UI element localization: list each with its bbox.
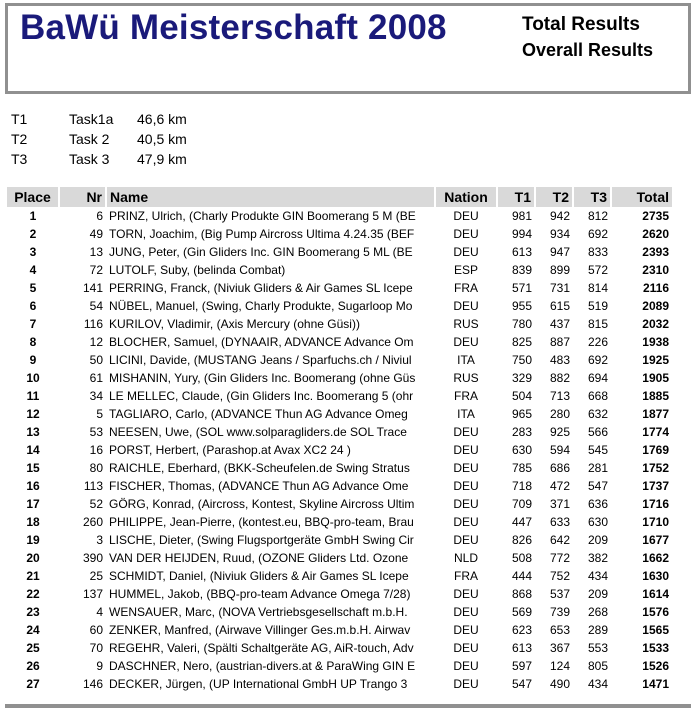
cell-nation: DEU <box>453 605 479 619</box>
cell-name: REGEHR, Valeri, (Spälti Schaltgeräte AG, AiR-touch, Adv <box>109 641 414 655</box>
cell-total: 1533 <box>642 641 669 655</box>
subtitle-total-results: Total Results <box>522 14 640 35</box>
cell-place: 8 <box>29 335 37 349</box>
cell-place: 25 <box>26 641 40 655</box>
cell-total: 1677 <box>642 533 669 547</box>
cell-nr: 141 <box>82 281 103 295</box>
cell-nation: DEU <box>453 677 479 691</box>
cell-place: 4 <box>29 263 37 277</box>
cell-total: 2116 <box>642 281 669 295</box>
cell-place: 11 <box>26 389 40 403</box>
cell-total: 2310 <box>642 263 669 277</box>
table-header-row <box>7 187 672 207</box>
cell-t1: 630 <box>511 443 532 457</box>
cell-t1: 955 <box>511 299 532 313</box>
task-row <box>11 129 187 149</box>
cell-name: PRINZ, Ulrich, (Charly Produkte GIN Boomerang 5 M (BE <box>109 209 416 223</box>
cell-t3: 434 <box>587 677 608 691</box>
task-row <box>11 149 187 169</box>
cell-t2: 642 <box>549 533 570 547</box>
table-row <box>7 639 672 657</box>
cell-total: 1471 <box>642 677 669 691</box>
cell-name: NÜBEL, Manuel, (Swing, Charly Produkte, Sugarloop Mo <box>109 299 413 313</box>
cell-total: 1526 <box>642 659 669 673</box>
task-name: Task1a <box>69 111 114 127</box>
cell-nation: DEU <box>453 587 479 601</box>
cell-name: NEESEN, Uwe, (SOL www.solparagliders.de SOL Trace <box>109 425 407 439</box>
cell-name: PORST, Herbert, (Parashop.at Avax XC2 24 ) <box>109 443 351 457</box>
table-row <box>7 207 672 225</box>
cell-t1: 965 <box>511 407 532 421</box>
cell-t1: 868 <box>511 587 532 601</box>
table-row <box>7 567 672 585</box>
cell-nation: ITA <box>457 407 475 421</box>
cell-nr: 49 <box>89 227 103 241</box>
cell-name: PHILIPPE, Jean-Pierre, (kontest.eu, BBQ-pro-team, Brau <box>109 515 414 529</box>
table-row <box>7 585 672 603</box>
cell-nr: 9 <box>96 659 103 673</box>
cell-nation: DEU <box>453 515 479 529</box>
cell-nr: 6 <box>96 209 103 223</box>
cell-t2: 537 <box>549 587 570 601</box>
cell-t3: 434 <box>587 569 608 583</box>
cell-total: 1662 <box>642 551 669 565</box>
col-header-total: Total <box>611 187 672 207</box>
cell-t2: 615 <box>549 299 570 313</box>
cell-t1: 981 <box>511 209 532 223</box>
cell-total: 2089 <box>642 299 669 313</box>
col-header-name: Name <box>106 187 435 207</box>
cell-t2: 686 <box>549 461 570 475</box>
cell-nation: DEU <box>453 461 479 475</box>
cell-t3: 833 <box>587 245 608 259</box>
task-distance: 47,9 km <box>137 151 187 167</box>
table-row <box>7 261 672 279</box>
results-body <box>7 207 672 693</box>
cell-nation: RUS <box>453 371 479 385</box>
cell-t1: 839 <box>511 263 532 277</box>
cell-t3: 632 <box>587 407 608 421</box>
cell-place: 26 <box>26 659 40 673</box>
cell-place: 2 <box>29 227 37 241</box>
cell-place: 13 <box>26 425 40 439</box>
col-header-t3: T3 <box>573 187 611 207</box>
table-row <box>7 441 672 459</box>
task-list <box>11 109 187 169</box>
task-id: T1 <box>11 111 28 127</box>
cell-total: 1710 <box>642 515 669 529</box>
cell-nation: ITA <box>457 353 475 367</box>
results-table <box>7 187 672 693</box>
cell-nr: 52 <box>89 497 103 511</box>
cell-t3: 815 <box>587 317 608 331</box>
cell-t1: 547 <box>511 677 532 691</box>
cell-t1: 826 <box>511 533 532 547</box>
table-row <box>7 513 672 531</box>
cell-nr: 70 <box>89 641 103 655</box>
task-id: T3 <box>11 151 28 167</box>
cell-nation: FRA <box>454 569 478 583</box>
table-row <box>7 369 672 387</box>
cell-nr: 50 <box>89 353 103 367</box>
cell-nr: 12 <box>89 335 103 349</box>
cell-name: DASCHNER, Nero, (austrian-divers.at & ParaWing GIN E <box>109 659 416 673</box>
col-header-place: Place <box>7 187 59 207</box>
cell-t3: 289 <box>587 623 608 637</box>
cell-nation: DEU <box>453 209 479 223</box>
cell-t2: 653 <box>549 623 570 637</box>
cell-total: 1565 <box>642 623 669 637</box>
cell-place: 6 <box>29 299 37 313</box>
task-id: T2 <box>11 131 28 147</box>
cell-nation: FRA <box>454 389 478 403</box>
cell-total: 1925 <box>642 353 669 367</box>
cell-name: WENSAUER, Marc, (NOVA Vertriebsgesellschaft m.b.H. <box>109 605 408 619</box>
cell-nation: DEU <box>453 245 479 259</box>
cell-nr: 146 <box>82 677 103 691</box>
cell-nation: DEU <box>453 227 479 241</box>
cell-place: 10 <box>26 371 40 385</box>
cell-total: 1737 <box>642 479 669 493</box>
cell-total: 1774 <box>642 425 669 439</box>
cell-total: 2735 <box>642 209 669 223</box>
cell-t3: 566 <box>587 425 608 439</box>
cell-t1: 504 <box>511 389 532 403</box>
cell-place: 3 <box>29 245 37 259</box>
table-row <box>7 279 672 297</box>
cell-t3: 519 <box>587 299 608 313</box>
cell-nation: DEU <box>453 299 479 313</box>
cell-t3: 636 <box>587 497 608 511</box>
cell-total: 2620 <box>642 227 669 241</box>
cell-nr: 16 <box>89 443 103 457</box>
cell-nation: ESP <box>453 263 478 277</box>
task-distance: 40,5 km <box>137 131 187 147</box>
cell-nr: 61 <box>89 371 103 385</box>
cell-nr: 25 <box>89 569 103 583</box>
cell-t2: 713 <box>549 389 570 403</box>
cell-total: 2032 <box>642 317 669 331</box>
table-row <box>7 423 672 441</box>
cell-name: LICINI, Davide, (MUSTANG Jeans / Sparfuchs.ch / Niviul <box>109 353 412 367</box>
cell-t2: 731 <box>549 281 570 295</box>
table-row <box>7 225 672 243</box>
cell-t1: 447 <box>511 515 532 529</box>
cell-place: 14 <box>26 443 40 457</box>
cell-place: 16 <box>26 479 40 493</box>
cell-name: RAICHLE, Eberhard, (BKK-Scheufelen.de Swing Stratus <box>109 461 410 475</box>
table-row <box>7 243 672 261</box>
cell-place: 12 <box>26 407 40 421</box>
cell-t1: 571 <box>511 281 532 295</box>
cell-nation: FRA <box>454 281 478 295</box>
cell-nr: 34 <box>89 389 103 403</box>
cell-name: DECKER, Jürgen, (UP International GmbH UP Trango 3 <box>109 677 408 691</box>
page-title: BaWü Meisterschaft 2008 <box>20 8 447 47</box>
cell-place: 5 <box>29 281 37 295</box>
cell-t2: 371 <box>549 497 570 511</box>
cell-nation: DEU <box>453 659 479 673</box>
cell-total: 1752 <box>642 461 669 475</box>
table-row <box>7 315 672 333</box>
cell-nation: DEU <box>453 443 479 457</box>
cell-total: 1885 <box>642 389 669 403</box>
table-row <box>7 333 672 351</box>
cell-t2: 925 <box>549 425 570 439</box>
cell-t3: 694 <box>587 371 608 385</box>
cell-t2: 594 <box>549 443 570 457</box>
table-row <box>7 675 672 693</box>
cell-total: 1576 <box>642 605 669 619</box>
cell-place: 24 <box>26 623 40 637</box>
cell-total: 1716 <box>642 497 669 511</box>
cell-nr: 137 <box>82 587 103 601</box>
cell-nr: 260 <box>82 515 103 529</box>
cell-nr: 80 <box>89 461 103 475</box>
cell-t2: 437 <box>549 317 570 331</box>
cell-t3: 382 <box>587 551 608 565</box>
cell-nation: DEU <box>453 479 479 493</box>
cell-t2: 739 <box>549 605 570 619</box>
table-row <box>7 297 672 315</box>
table-row <box>7 621 672 639</box>
cell-name: PERRING, Franck, (Niviuk Gliders & Air Games SL Icepe <box>109 281 413 295</box>
cell-t3: 630 <box>587 515 608 529</box>
cell-t1: 994 <box>511 227 532 241</box>
cell-place: 7 <box>29 317 37 331</box>
cell-t3: 545 <box>587 443 608 457</box>
cell-name: BLOCHER, Samuel, (DYNAAIR, ADVANCE Advance Om <box>109 335 414 349</box>
cell-name: SCHMIDT, Daniel, (Niviuk Gliders & Air Games SL Icepe <box>109 569 409 583</box>
col-header-nr: Nr <box>59 187 106 207</box>
cell-t1: 780 <box>511 317 532 331</box>
cell-nation: DEU <box>453 335 479 349</box>
cell-nr: 60 <box>89 623 103 637</box>
table-row <box>7 459 672 477</box>
cell-name: TORN, Joachim, (Big Pump Aircross Ultima 4.24.35 (BEF <box>109 227 415 241</box>
cell-t3: 268 <box>587 605 608 619</box>
cell-nr: 13 <box>89 245 103 259</box>
cell-t3: 692 <box>587 227 608 241</box>
cell-t2: 899 <box>549 263 570 277</box>
cell-nation: RUS <box>453 317 479 331</box>
table-row <box>7 405 672 423</box>
col-header-t1: T1 <box>497 187 535 207</box>
cell-place: 19 <box>26 533 40 547</box>
cell-name: LUTOLF, Suby, (belinda Combat) <box>109 263 286 277</box>
table-row <box>7 549 672 567</box>
cell-nr: 53 <box>89 425 103 439</box>
cell-name: FISCHER, Thomas, (ADVANCE Thun AG Advance Ome <box>109 479 409 493</box>
cell-name: VAN DER HEIJDEN, Ruud, (OZONE Gliders Ltd. Ozone <box>109 551 409 565</box>
cell-t2: 483 <box>549 353 570 367</box>
table-row <box>7 387 672 405</box>
cell-t2: 367 <box>549 641 570 655</box>
cell-nr: 5 <box>96 407 103 421</box>
cell-nation: DEU <box>453 623 479 637</box>
cell-t3: 692 <box>587 353 608 367</box>
cell-t1: 613 <box>511 641 532 655</box>
cell-nation: DEU <box>453 425 479 439</box>
cell-name: MISHANIN, Yury, (Gin Gliders Inc. Boomerang (ohne Güs <box>109 371 416 385</box>
cell-t2: 280 <box>549 407 570 421</box>
task-distance: 46,6 km <box>137 111 187 127</box>
cell-nr: 54 <box>89 299 103 313</box>
cell-name: TAGLIARO, Carlo, (ADVANCE Thun AG Advance Omeg <box>109 407 408 421</box>
cell-nr: 390 <box>82 551 103 565</box>
cell-t2: 934 <box>549 227 570 241</box>
cell-t2: 947 <box>549 245 570 259</box>
cell-t3: 572 <box>587 263 608 277</box>
cell-t1: 569 <box>511 605 532 619</box>
cell-t1: 709 <box>511 497 532 511</box>
cell-t3: 553 <box>587 641 608 655</box>
cell-total: 1630 <box>642 569 669 583</box>
cell-nr: 113 <box>83 479 103 493</box>
cell-name: LISCHE, Dieter, (Swing Flugsportgeräte GmbH Swing Cir <box>109 533 414 547</box>
cell-place: 1 <box>29 209 37 223</box>
cell-place: 22 <box>26 587 40 601</box>
cell-t2: 490 <box>549 677 570 691</box>
cell-nation: DEU <box>453 497 479 511</box>
cell-t3: 812 <box>587 209 608 223</box>
cell-total: 2393 <box>642 245 669 259</box>
cell-nation: DEU <box>453 641 479 655</box>
cell-t1: 597 <box>511 659 532 673</box>
cell-t2: 752 <box>549 569 570 583</box>
table-row <box>7 477 672 495</box>
cell-t1: 785 <box>511 461 532 475</box>
table-row <box>7 603 672 621</box>
cell-t3: 209 <box>587 587 608 601</box>
cell-place: 20 <box>26 551 40 565</box>
cell-nr: 3 <box>96 533 103 547</box>
cell-t1: 613 <box>511 245 532 259</box>
cell-t3: 814 <box>587 281 608 295</box>
table-row <box>7 531 672 549</box>
cell-nation: DEU <box>453 533 479 547</box>
cell-name: ZENKER, Manfred, (Airwave Villinger Ges.m.b.H. Airwav <box>109 623 411 637</box>
bottom-divider <box>5 704 691 708</box>
cell-t1: 825 <box>511 335 532 349</box>
task-name: Task 3 <box>69 151 110 167</box>
cell-place: 15 <box>26 461 40 475</box>
cell-t2: 942 <box>549 209 570 223</box>
cell-t2: 882 <box>549 371 570 385</box>
cell-t3: 547 <box>587 479 608 493</box>
cell-t2: 124 <box>549 659 570 673</box>
task-row <box>11 109 187 129</box>
cell-total: 1905 <box>642 371 669 385</box>
cell-t1: 329 <box>511 371 532 385</box>
cell-t2: 472 <box>549 479 570 493</box>
cell-t3: 805 <box>587 659 608 673</box>
cell-t3: 281 <box>587 461 608 475</box>
header-box <box>5 3 691 94</box>
cell-total: 1877 <box>642 407 669 421</box>
table-row <box>7 657 672 675</box>
cell-t1: 508 <box>511 551 532 565</box>
col-header-t2: T2 <box>535 187 573 207</box>
cell-place: 17 <box>26 497 40 511</box>
col-header-nation: Nation <box>435 187 497 207</box>
cell-total: 1938 <box>642 335 669 349</box>
cell-name: HUMMEL, Jakob, (BBQ-pro-team Advance Omega 7/28) <box>109 587 411 601</box>
task-name: Task 2 <box>69 131 110 147</box>
cell-t1: 718 <box>511 479 532 493</box>
table-row <box>7 495 672 513</box>
cell-nr: 72 <box>89 263 103 277</box>
cell-name: KURILOV, Vladimir, (Axis Mercury (ohne Güsi)) <box>109 317 360 331</box>
cell-t1: 623 <box>511 623 532 637</box>
cell-place: 9 <box>29 353 37 367</box>
subtitle-overall-results: Overall Results <box>522 40 654 60</box>
cell-t1: 750 <box>511 353 532 367</box>
cell-name: JUNG, Peter, (Gin Gliders Inc. GIN Boomerang 5 ML (BE <box>109 245 413 259</box>
cell-place: 27 <box>26 677 40 691</box>
cell-name: LE MELLEC, Claude, (Gin Gliders Inc. Boomerang 5 (ohr <box>109 389 414 403</box>
cell-nr: 4 <box>96 605 103 619</box>
cell-total: 1769 <box>642 443 669 457</box>
cell-t1: 283 <box>511 425 532 439</box>
cell-t3: 226 <box>587 335 608 349</box>
cell-t2: 887 <box>549 335 570 349</box>
cell-nr: 116 <box>83 317 103 331</box>
cell-place: 21 <box>26 569 40 583</box>
table-row <box>7 351 672 369</box>
cell-nation: NLD <box>453 551 478 565</box>
cell-t1: 444 <box>511 569 532 583</box>
cell-t2: 772 <box>549 551 570 565</box>
cell-place: 23 <box>26 605 40 619</box>
cell-name: GÖRG, Konrad, (Aircross, Kontest, Skyline Aircross Ultim <box>109 497 415 511</box>
cell-t3: 668 <box>587 389 608 403</box>
cell-t3: 209 <box>587 533 608 547</box>
cell-place: 18 <box>26 515 40 529</box>
cell-t2: 633 <box>549 515 570 529</box>
cell-total: 1614 <box>642 587 669 601</box>
